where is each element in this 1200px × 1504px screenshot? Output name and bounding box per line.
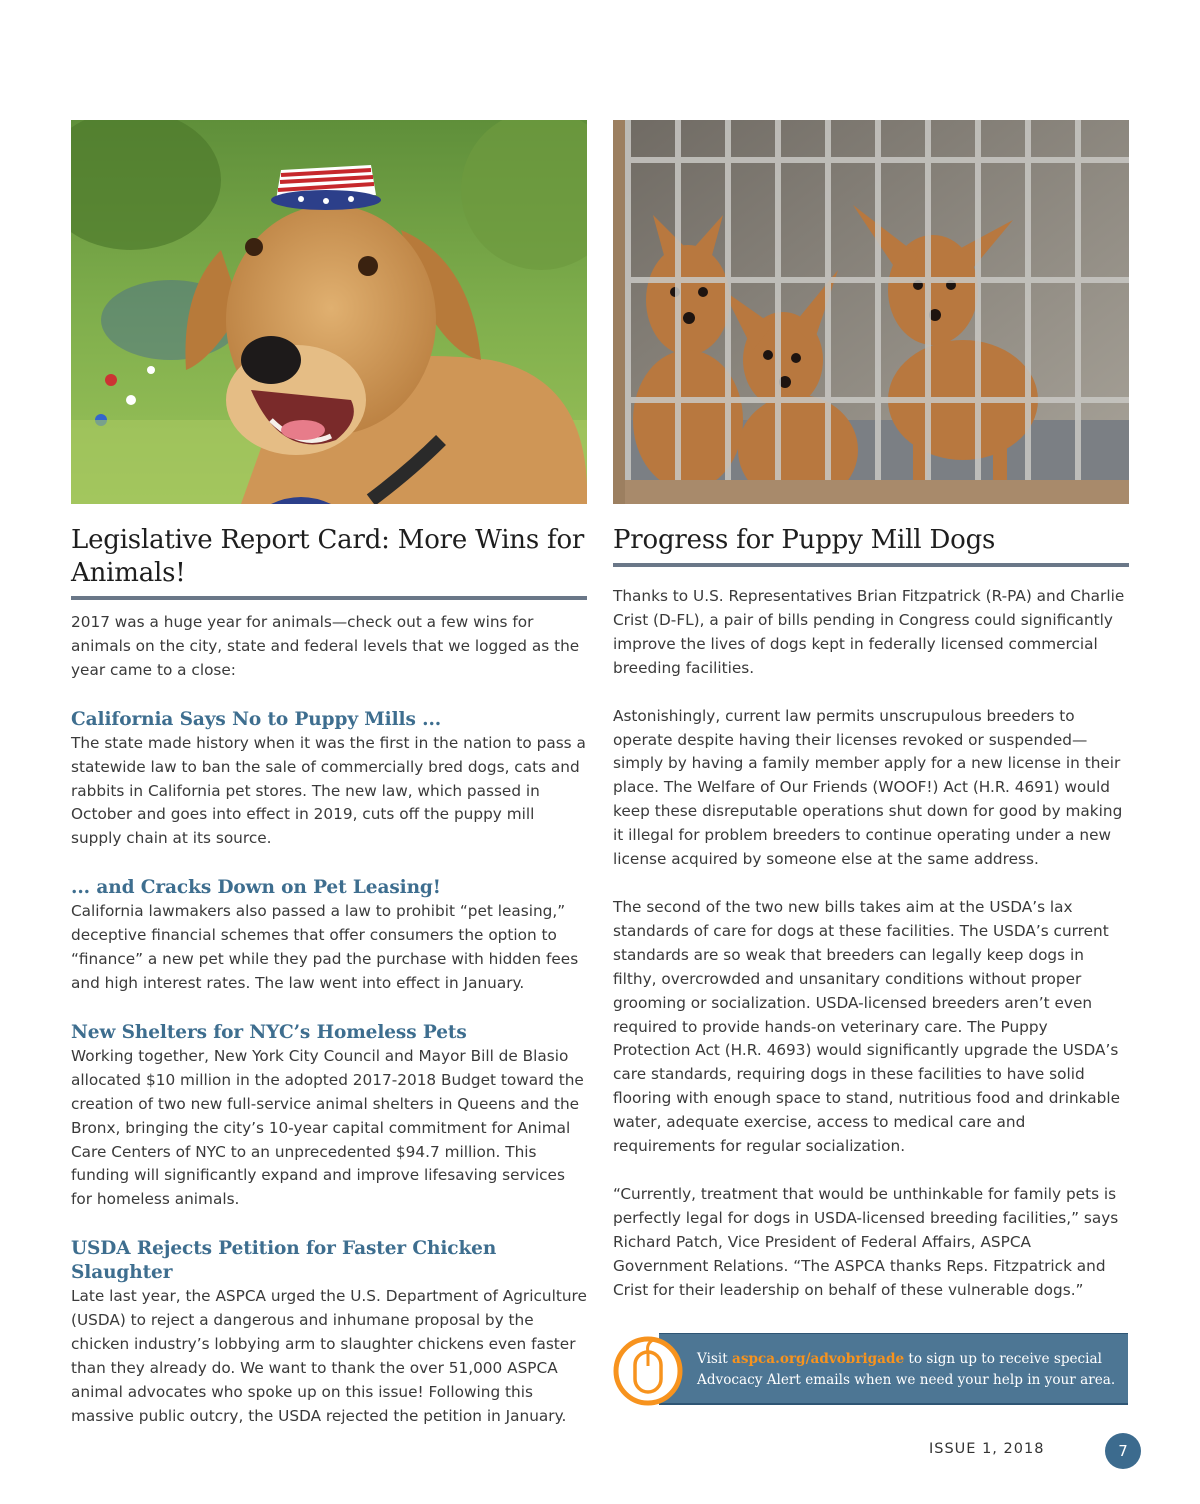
section-heading: ... and Cracks Down on Pet Leasing! xyxy=(71,877,441,899)
section-heading: California Says No to Puppy Mills ... xyxy=(71,708,442,730)
issue-label: ISSUE 1, 2018 xyxy=(929,1441,1045,1457)
paragraph: Astonishingly, current law permits unscrupulous breeders to operate despite having their licenses revoked or suspended—simply by having a family member apply for a new license in their place. The Welfare of Our Friends (WOOF!) Act (H.R. 4691) would keep these disreputable operations shut down for good by making it illegal for problem breeders to continue operating under a new license acquired by someone else at the same address. xyxy=(613,706,1123,869)
right-article-title: Progress for Puppy Mill Dogs xyxy=(613,524,1129,567)
mouse-icon xyxy=(613,1336,683,1406)
dog-patriotic-hat-photo xyxy=(71,120,587,504)
advobrigade-link[interactable]: aspca.org/advobrigade xyxy=(732,1351,905,1367)
page-number-badge: 7 xyxy=(1105,1433,1141,1469)
section-pet-leasing xyxy=(71,876,587,996)
callout-text xyxy=(697,1349,1120,1390)
caged-dogs-photo xyxy=(613,120,1129,504)
left-intro: 2017 was a huge year for animals—check out a few wins for animals on the city, state and federal levels that we logged as the year came to a close: xyxy=(71,613,580,679)
section-body: California lawmakers also passed a law to prohibit “pet leasing,” deceptive financial schemes that offer consumers the option to “finance” a new pet while they pad the purchase with hidden fees and high interest rates. The law went into effect in January. xyxy=(71,902,579,992)
left-column xyxy=(71,120,587,1429)
callout-suffix: to sign up to receive special Advocacy Alert emails when we need your help in your area. xyxy=(697,1351,1116,1388)
section-heading: New Shelters for NYC’s Homeless Pets xyxy=(71,1021,467,1043)
paragraph: Thanks to U.S. Representatives Brian Fitzpatrick (R-PA) and Charlie Crist (D-FL), a pair of bills pending in Congress could significantly improve the lives of dogs kept in federally licensed commercial breeding facilities. xyxy=(613,587,1125,677)
advocacy-callout xyxy=(613,1333,1128,1405)
section-california-puppy-mills xyxy=(71,708,587,852)
section-body: The state made history when it was the first in the nation to pass a statewide law to ban the sale of commercially bred dogs, cats and rabbits in California pet stores. The new law, which passed in October and goes into effect in 2019, cuts off the puppy mill supply chain at its source. xyxy=(71,733,586,848)
section-nyc-shelters xyxy=(71,1021,587,1212)
section-body: Late last year, the ASPCA urged the U.S. Department of Agriculture (USDA) to reject a dangerous and inhumane proposal by the chicken industry’s lobbying arm to slaughter chickens even faster than they already do. We want to thank the over 51,000 ASPCA animal advocates who spoke up on this issue! Following this massive public outcry, the USDA rejected the petition in January. xyxy=(71,1287,587,1425)
quote-paragraph: “Currently, treatment that would be unthinkable for family pets is perfectly legal for dogs in USDA-licensed breeding facilities,” says Richard Patch, Vice President of Federal Affairs, ASPCA Government Relations. “The ASPCA thanks Reps. Fitzpatrick and Crist for their leadership on behalf of these vulnerable dogs.” xyxy=(613,1184,1119,1299)
right-column xyxy=(613,120,1129,1302)
section-heading: USDA Rejects Petition for Faster Chicken Slaughter xyxy=(71,1238,497,1284)
left-article-title: Legislative Report Card: More Wins for Animals! xyxy=(71,524,587,600)
section-usda-chicken xyxy=(71,1237,587,1428)
callout-prefix: Visit xyxy=(697,1351,733,1367)
section-body: Working together, New York City Council and Mayor Bill de Blasio allocated $10 million in the adopted 2017-2018 Budget toward the creation of two new full-service animal shelters in Queens and the Bronx, bringing the city’s 10-year capital commitment for Animal Care Centers of NYC to an unprecedented $94.7 million. This funding will significantly expand and improve lifesaving services for homeless animals. xyxy=(71,1046,584,1209)
paragraph: The second of the two new bills takes aim at the USDA’s lax standards of care for dogs at these facilities. The USDA’s current standards are so weak that breeders can legally keep dogs in filthy, overcrowded and unsanitary conditions without proper grooming or socialization. USDA-licensed breeders aren’t even required to provide hands-on veterinary care. The Puppy Protection Act (H.R. 4693) would significantly upgrade the USDA’s care standards, requiring dogs in these facilities to have solid flooring with enough space to stand, nutritious food and drinkable water, adequate exercise, access to medical care and requirements for regular socialization. xyxy=(613,897,1120,1156)
